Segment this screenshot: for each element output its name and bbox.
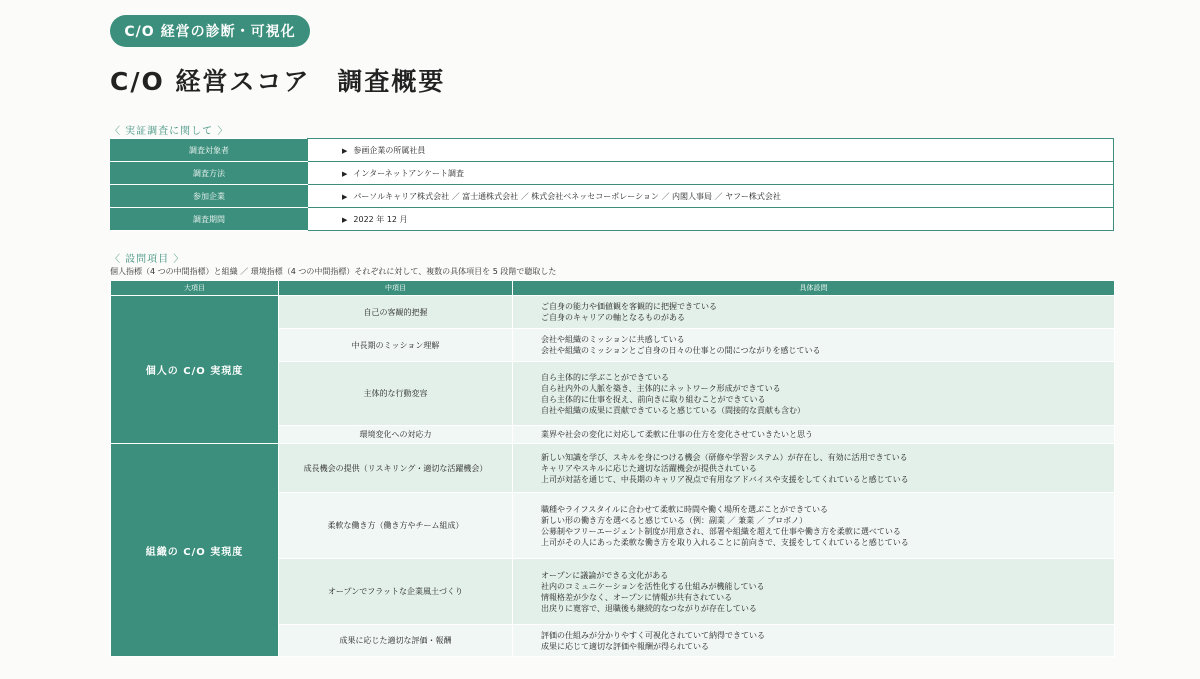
mid-category: 主体的な行動変容 xyxy=(279,362,513,426)
survey-row xyxy=(111,139,1114,162)
detail-question: オープンに議論ができる文化がある xyxy=(541,570,669,580)
survey-label: 調査対象者 xyxy=(111,139,308,162)
major-category: 組織の C/O 実現度 xyxy=(111,444,279,657)
detail-question: 出戻りに寛容で、退職後も継続的なつながりが存在している xyxy=(541,603,757,613)
survey-label: 調査期間 xyxy=(111,208,308,231)
detail-question: 社内のコミュニケーションを活性化する仕組みが機能している xyxy=(541,581,765,591)
survey-row xyxy=(111,208,1114,231)
survey-value: 参画企業の所属社員 xyxy=(353,145,426,155)
detail-questions xyxy=(513,362,1115,426)
detail-question: ご自身のキャリアの軸となるものがある xyxy=(541,313,685,322)
major-category: 個人の C/O 実現度 xyxy=(111,296,279,444)
detail-questions xyxy=(513,493,1115,559)
detail-questions xyxy=(513,444,1115,493)
mid-category: 成果に応じた適切な評価・報酬 xyxy=(279,625,513,657)
detail-question: 情報格差が少なく、オープンに情報が共有されている xyxy=(541,592,733,602)
detail-questions xyxy=(513,426,1115,444)
detail-question: 職種やライフスタイルに合わせて柔軟に時間や働く場所を選ぶことができている xyxy=(541,504,829,514)
table-row xyxy=(111,296,1115,329)
mid-category: 中長期のミッション理解 xyxy=(279,329,513,362)
detail-questions xyxy=(513,329,1115,362)
survey-section-heading: 〈 実証調査に関して 〉 xyxy=(110,126,229,137)
items-note: 個人指標（4 つの中間指標）と組織 ／ 環境指標（4 つの中間指標）それぞれに対して、複数の具体項目を 5 段階で聴取した xyxy=(110,267,557,276)
survey-value-cell xyxy=(308,139,1114,162)
survey-value-cell xyxy=(308,185,1114,208)
header-major: 大項目 xyxy=(111,281,279,296)
survey-value: インターネットアンケート調査 xyxy=(353,168,464,178)
detail-question: 自社や組織の成果に貢献できていると感じている（間接的な貢献も含む） xyxy=(541,405,805,415)
detail-questions xyxy=(513,296,1115,329)
arrow-icon: ▶ xyxy=(342,215,348,224)
detail-question: 上司が対話を通じて、中長期のキャリア視点で有用なアドバイスや支援をしてくれていると感じている xyxy=(541,474,909,484)
survey-label: 調査方法 xyxy=(111,162,308,185)
detail-question: 新しい形の働き方を選べると感じている（例：副業 ／ 兼業 ／ プロボノ） xyxy=(541,515,808,525)
detail-question: 自ら社内外の人脈を築き、主体的にネットワーク形成ができている xyxy=(541,383,781,393)
survey-row xyxy=(111,162,1114,185)
mid-category: 自己の客観的把握 xyxy=(279,296,513,329)
survey-value-cell xyxy=(308,208,1114,231)
survey-value: パーソルキャリア株式会社 ／ 富士通株式会社 ／ 株式会社ベネッセコーポレーション ／ 内閣人事局 ／ ヤフー株式会社 xyxy=(353,191,781,201)
survey-label: 参加企業 xyxy=(111,185,308,208)
items-section-heading: 〈 設問項目 〉 xyxy=(110,254,185,265)
detail-question: 上司がその人にあった柔軟な働き方を取り入れることに前向きで、支援をしてくれていると感じている xyxy=(541,537,909,547)
arrow-icon: ▶ xyxy=(342,192,348,201)
survey-info-table xyxy=(110,138,1114,231)
section-badge: C/O 経営の診断・可視化 xyxy=(110,15,310,47)
detail-question: 新しい知識を学び、スキルを身につける機会（研修や学習システム）が存在し、有効に活用できている xyxy=(541,452,908,462)
header-detail: 具体設問 xyxy=(513,281,1115,296)
header-mid: 中項目 xyxy=(279,281,513,296)
survey-value: 2022 年 12 月 xyxy=(353,214,408,224)
detail-questions xyxy=(513,559,1115,625)
page-title: C/O 経営スコア 調査概要 xyxy=(110,67,446,96)
detail-question: 自ら主体的に仕事を捉え、前向きに取り組むことができている xyxy=(541,394,766,404)
question-items-table xyxy=(110,280,1115,657)
table-header-row xyxy=(111,281,1115,296)
survey-value-cell xyxy=(308,162,1114,185)
detail-question: 成果に応じて適切な評価や報酬が得られている xyxy=(541,641,709,651)
detail-question: 公募制やフリーエージェント制度が用意され、部署や組織を超えて仕事や働き方を柔軟に選べている xyxy=(541,526,901,536)
detail-question: 会社や組織のミッションとご自身の日々の仕事との間につながりを感じている xyxy=(541,346,821,355)
detail-question: 自ら主体的に学ぶことができている xyxy=(541,372,669,382)
detail-questions xyxy=(513,625,1115,657)
table-row xyxy=(111,444,1115,493)
mid-category: オープンでフラットな企業風土づくり xyxy=(279,559,513,625)
arrow-icon: ▶ xyxy=(342,146,348,155)
detail-question: 評価の仕組みが分かりやすく可視化されていて納得できている xyxy=(541,630,765,640)
detail-question: 会社や組織のミッションに共感している xyxy=(541,335,685,344)
survey-row xyxy=(111,185,1114,208)
detail-question: キャリアやスキルに応じた適切な活躍機会が提供されている xyxy=(541,463,757,473)
arrow-icon: ▶ xyxy=(342,169,348,178)
mid-category: 柔軟な働き方（働き方やチーム組成） xyxy=(279,493,513,559)
mid-category: 成長機会の提供（リスキリング・適切な活躍機会） xyxy=(279,444,513,493)
detail-question: 業界や社会の変化に対応して柔軟に仕事の仕方を変化させていきたいと思う xyxy=(541,430,813,439)
mid-category: 環境変化への対応力 xyxy=(279,426,513,444)
detail-question: ご自身の能力や価値観を客観的に把握できている xyxy=(541,302,717,311)
